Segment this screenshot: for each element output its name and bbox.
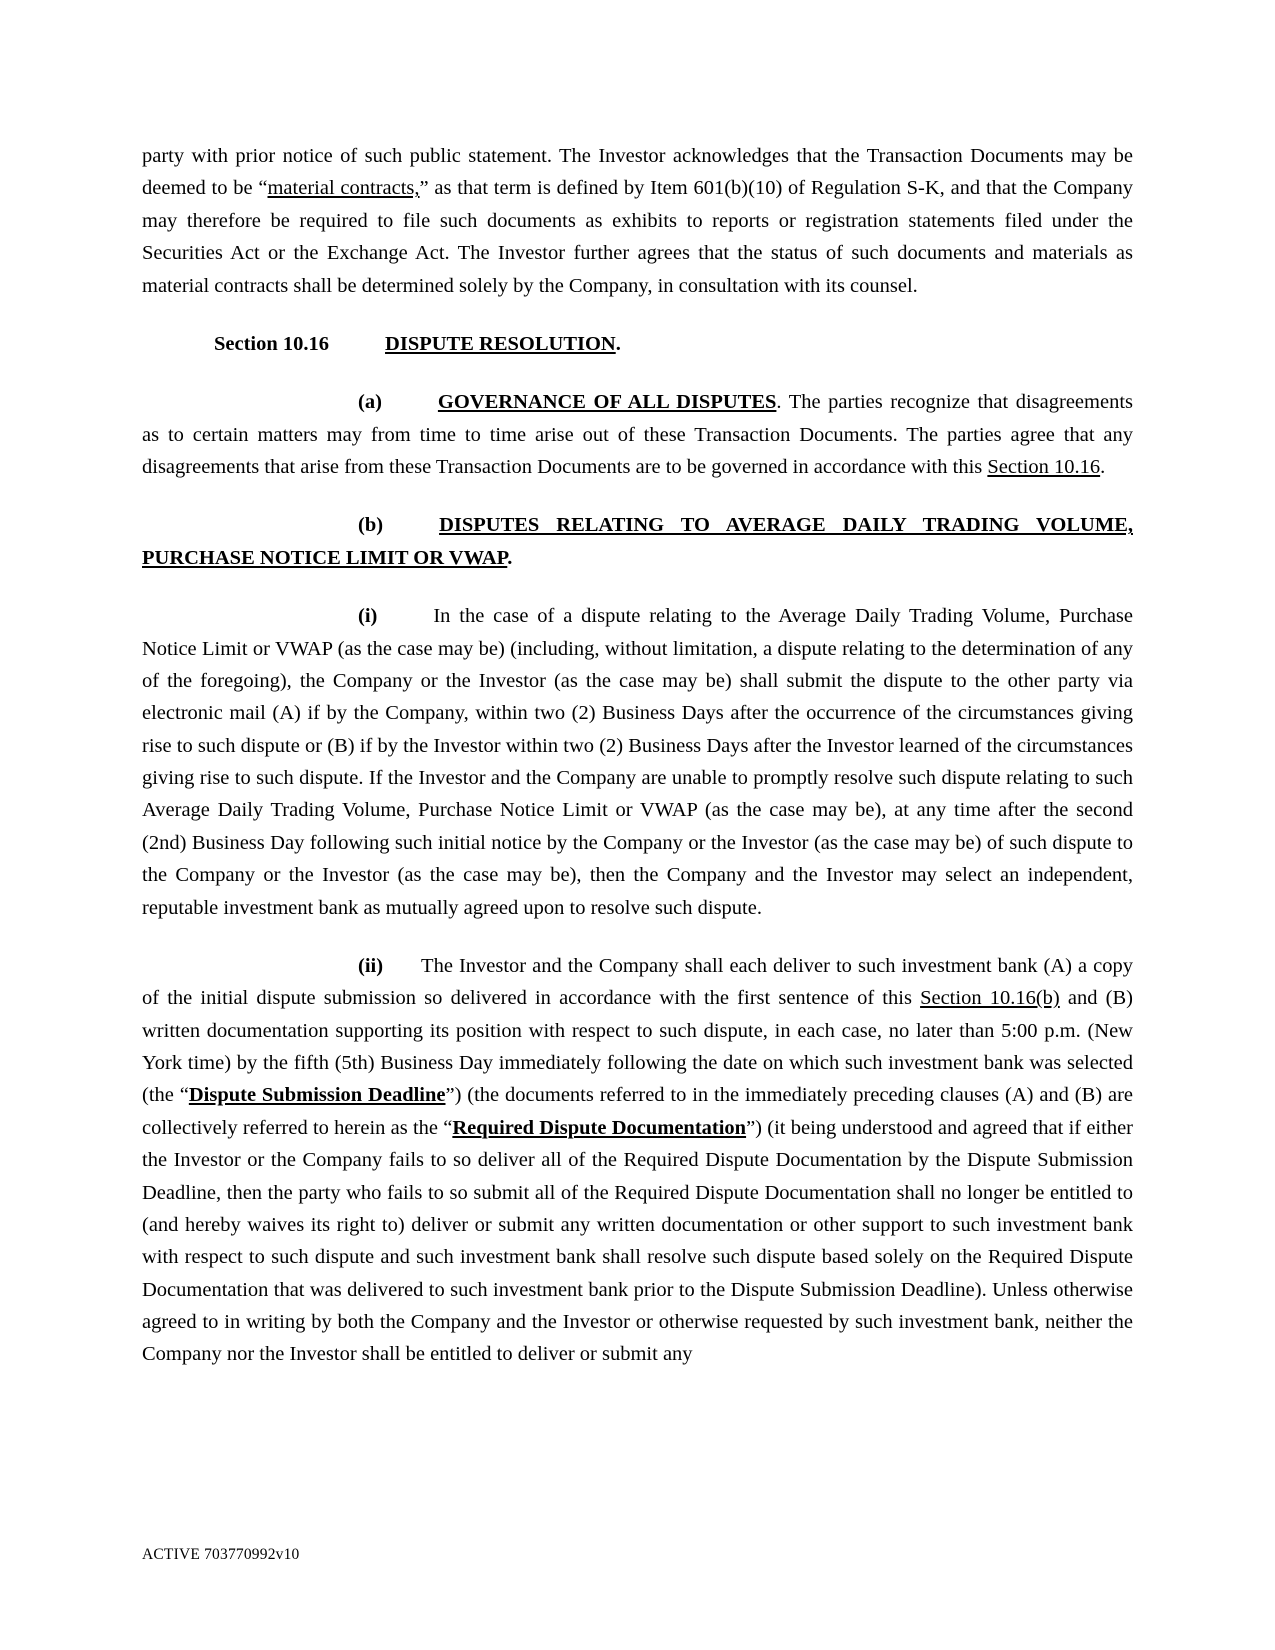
- section-number: Section 10.16: [214, 332, 330, 355]
- section-period: .: [615, 332, 621, 355]
- material-contracts-term: material contracts,: [267, 177, 420, 200]
- spacer: [142, 302, 1133, 328]
- clause-ii-text-4: ”) (it being understood and agreed that if either the Investor or the Company fails to so deliver all of the Required Dispute Documentation by the Dispute Submission Deadline, then the party who fails to so submit all of the Required Dispute Documentation shall no longer be entitled to (and hereby waives its right to) deliver or submit any written documentation or other support to such investment bank with respect to such dispute and such investment bank shall resolve such dispute based solely on the Required Dispute Documentation that was delivered to such investment bank prior to the Dispute Submission Deadline). Unless otherwise agreed to in writing by both the Company and the Investor or otherwise requested by such investment bank, neither the Company nor the Investor shall be entitled to deliver or submit any: [142, 1116, 1133, 1366]
- subsection-b-title: DISPUTES RELATING TO AVERAGE DAILY TRADING VOLUME, PURCHASE NOTICE LIMIT OR VWAP: [142, 514, 1133, 569]
- paragraph-text-part-1: party with prior notice of such public statement. The Investor acknowledges that the Transaction Documents may be deemed to be “: [142, 145, 1133, 200]
- subsection-a-text-2: .: [1100, 456, 1106, 478]
- subsection-a-title: GOVERNANCE OF ALL DISPUTES: [437, 391, 777, 414]
- spacer: [142, 574, 1133, 600]
- spacer: [142, 483, 1133, 509]
- section-reference-10-16-b: Section 10.16(b): [920, 987, 1060, 1010]
- subsection-a-marker: (a): [358, 391, 382, 414]
- clause-ii-text-2: and (B) written documentation supporting its position with respect to such dispute, in each case, no later than 5:00 p.m. (New York time) by the fifth (5th) Business Day immediately following the date on which such investment bank was selected (the “: [142, 987, 1133, 1107]
- section-heading-10-16: [142, 328, 1133, 360]
- subsection-b-period: .: [507, 546, 513, 569]
- clause-ii: [142, 950, 1133, 1371]
- clause-i-text: In the case of a dispute relating to the Average Daily Trading Volume, Purchase Notice Limit or VWAP (as the case may be) (including, without limitation, a dispute relating to the determination of any of the foregoing), the Company or the Investor (as the case may be) shall submit the dispute to the other party via electronic mail (A) if by the Company, within two (2) Business Days after the occurrence of the circumstances giving rise to such dispute or (B) if by the Investor within two (2) Business Days after the Investor learned of the circumstances giving rise to such dispute. If the Investor and the Company are unable to promptly resolve such dispute relating to such Average Daily Trading Volume, Purchase Notice Limit or VWAP (as the case may be), at any time after the second (2nd) Business Day following such initial notice by the Company or the Investor (as the case may be) of such dispute to the Company or the Investor (as the case may be), then the Company and the Investor may select an independent, reputable investment bank as mutually agreed upon to resolve such dispute.: [142, 605, 1133, 919]
- clause-ii-text-3: ”) (the documents referred to in the immediately preceding clauses (A) and (B) are collectively referred to herein as the “: [142, 1084, 1133, 1139]
- section-title: DISPUTE RESOLUTION: [385, 332, 616, 355]
- paragraph-text-part-2: ” as that term is defined by Item 601(b)(10) of Regulation S-K, and that the Company may therefore be required to file such documents as exhibits to reports or registration statements filed under the Securities Act or the Exchange Act. The Investor further agrees that the status of such documents and materials as material contracts shall be determined solely by the Company, in consultation with its counsel.: [142, 177, 1134, 297]
- subsection-a: [142, 386, 1133, 483]
- section-reference-10-16: Section 10.16: [987, 456, 1101, 478]
- clause-i-marker: (i): [358, 605, 378, 628]
- subsection-b-marker: (b): [358, 514, 384, 537]
- defined-term-required-dispute-documentation: Required Dispute Documentation: [452, 1116, 747, 1139]
- document-footer: ACTIVE 703770992v10: [142, 1546, 300, 1563]
- spacer: [142, 924, 1133, 950]
- clause-ii-text-1: The Investor and the Company shall each deliver to such investment bank (A) a copy of the initial dispute submission so delivered in accordance with the first sentence of this: [142, 954, 1133, 1010]
- defined-term-dispute-submission-deadline: Dispute Submission Deadline: [188, 1084, 446, 1107]
- spacer: [142, 360, 1133, 386]
- clause-i: [142, 600, 1133, 924]
- subsection-b: [142, 509, 1133, 574]
- subsection-a-text-1: . The parties recognize that disagreements as to certain matters may from time to time arise out of these Transaction Documents. The parties agree that any disagreements that arise from these Transaction Documents are to be governed in accordance with this: [142, 391, 1133, 478]
- clause-ii-marker: (ii): [358, 954, 384, 977]
- paragraph-continuation: [142, 140, 1133, 302]
